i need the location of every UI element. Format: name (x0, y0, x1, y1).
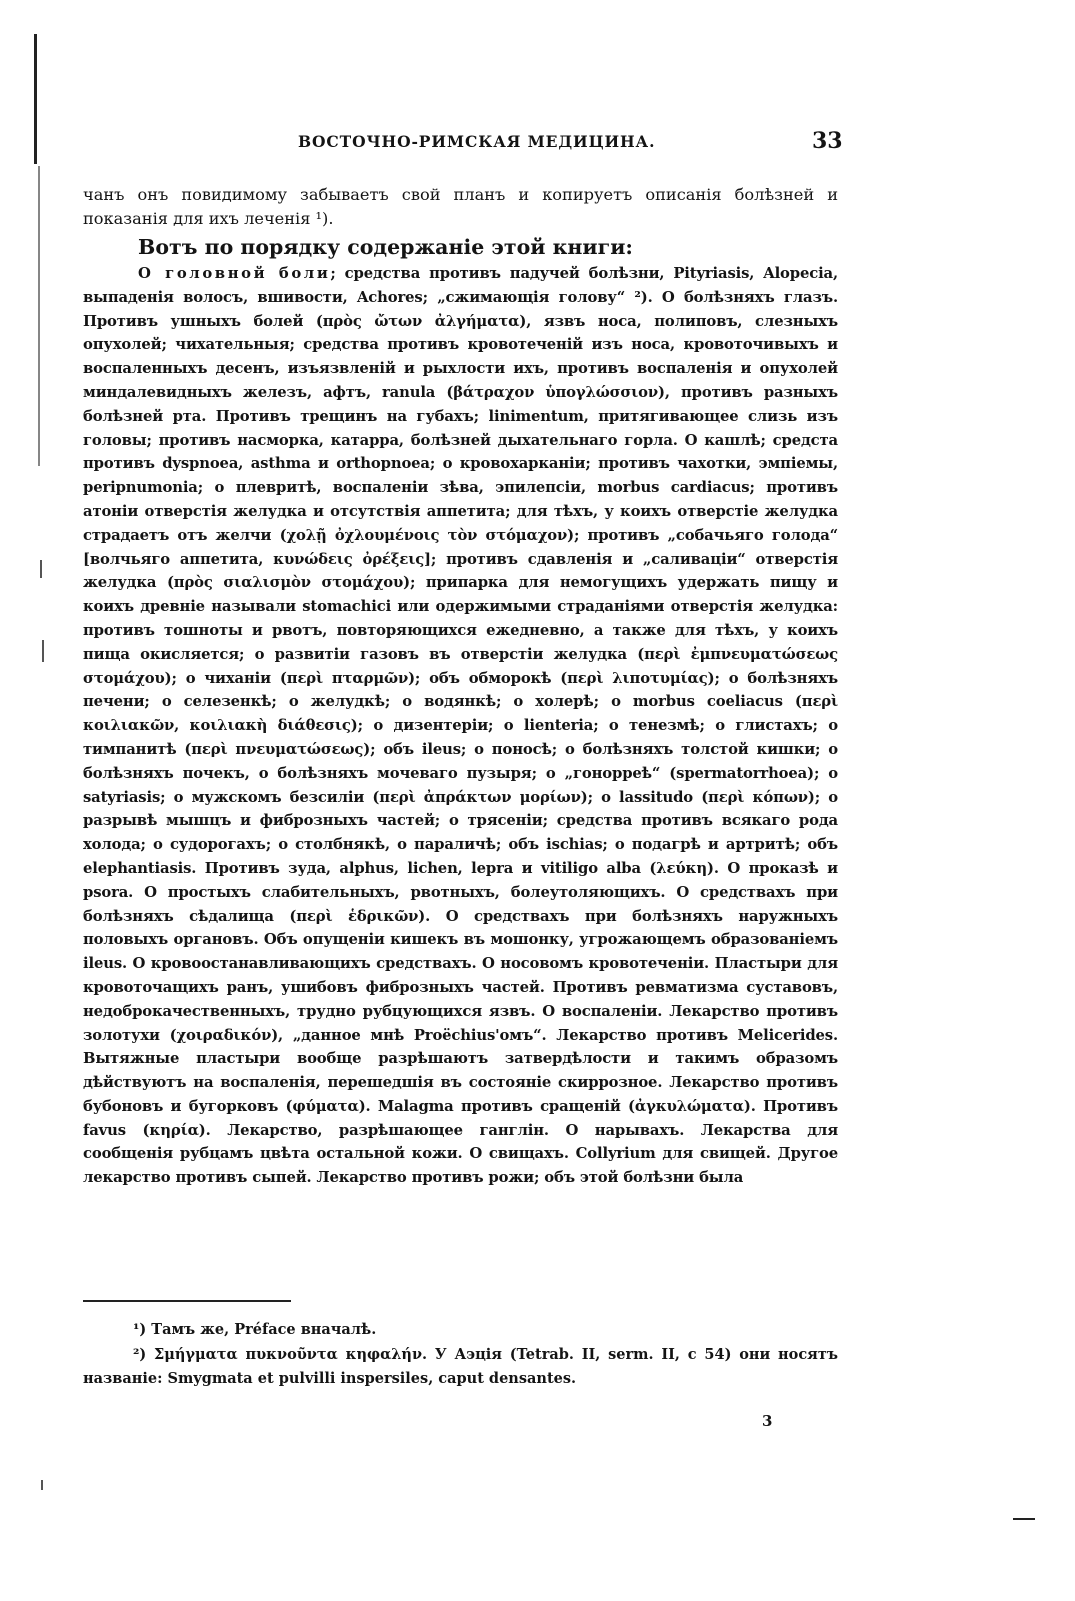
corner-mark (1013, 1518, 1035, 1520)
intro-paragraph: чанъ онъ повидимому забываетъ свой планъ и копируетъ описанія болѣзней и показанія для ихъ леченія ¹). (83, 185, 838, 228)
edge-speck (42, 640, 44, 662)
footnote-number: ¹) (133, 1321, 147, 1338)
edge-speck (41, 1480, 43, 1490)
page-number: 33 (812, 128, 843, 154)
page-header (0, 130, 1075, 160)
edge-speck (40, 560, 42, 578)
footnote (83, 1343, 838, 1392)
contents-text: ; средства противъ падучей болѣзни, Pityriasis, Alopecia, выпаденія волосъ, вшивости, Achores; „сжимающія голову“ ²). О болѣзняхъ глазъ. Противъ ушныхъ болей (πρὸς ὤτων ἀλγήματα), язвъ носа, полиповъ, слезныхъ опухолей; чихательныя; средства противъ кровотеченій изъ носа, кровоточивыхъ и воспаленныхъ десенъ, изъязвленій и рыхлости ихъ, противъ воспаленія и опухолей миндалевидныхъ железъ, афтъ, ranula (βάτραχον ὑπογλώσσιον), противъ разныхъ болѣзней рта. Противъ трещинъ на губахъ; linimentum, притягивающее слизь изъ головы; противъ насморка, катарра, болѣзней дыхательнаго горла. О кашлѣ; средста противъ dyspnoea, asthma и orthopnoea; о кровохарканіи; противъ чахотки, эмпіемы, peripnumonia; о плевритѣ, воспаленіи зѣва, эпилепсіи, morbus cardiacus; противъ атоніи отверстія желудка и отсутствія аппетита; для тѣхъ, у коихъ отверстіе желудка страдаетъ отъ желчи (χολῇ ὀχλουμένοις τὸν στόμαχον); противъ „собачьяго голода“ [волчьяго аппетита, κυνώδεις ὀρέξεις]; противъ сдавленія и „саливаціи“ отверстія желудка (πρὸς σιαλισμὸν στομάχου); припарка для немогущихъ удержать пищу и коихъ древніе называли stomachici или одержимыми страданіями отверстія желудка: противъ тошноты и рвотъ, повторяющихся ежедневно, а также для тѣхъ, у коихъ пища окисляется; о развитіи газовъ въ отверстіи желудка (περὶ ἐμπνευματώσεως στομάχου); о чиханіи (περὶ πταρμῶν); объ обморокѣ (περὶ λιποτυμίας); о болѣзняхъ печени; о селезенкѣ; о желудкѣ; о водянкѣ; о холерѣ; о morbus coeliacus (περὶ κοιλιακῶν, κοιλιακὴ διάθεσις); о дизентеріи; о lienteria; о тенезмѣ; о глистахъ; о тимпанитѣ (περὶ πνευματώσεως); объ ileus; о поносѣ; о болѣзняхъ толстой кишки; о болѣзняхъ почекъ, о болѣзняхъ мочеваго пузыря; о „гонорреѣ“ (spermatorrhoea); о satyriasis; о мужскомъ безсиліи (περὶ ἀπράκτων μορίων); о lassitudo (περὶ κόπων); о разрывѣ мышцъ и фиброзныхъ частей; о трясеніи; средства противъ всякаго рода холода; о судорогахъ; о столбнякѣ, о параличѣ; объ ischias; о подагрѣ и артритѣ; объ elephantiasis. Противъ зуда, alphus, lichen, lepra и vitiligo alba (λεύκη). О проказѣ и psora. О простыхъ слабительныхъ, рвотныхъ, болеутоляющихъ. О средствахъ при болѣзняхъ сѣдалища (περὶ ἑδρικῶν). О средствахъ при болѣзняхъ наружныхъ половыхъ органовъ. Объ опущеніи кишекъ въ мошонку, угрожающемъ образованіемъ ileus. О кровоостанавливающихъ средствахъ. О носовомъ кровотеченіи. Пластыри для кровоточащихъ ранъ, ушибовъ фиброзныхъ частей. Противъ ревматизма суставовъ, недоброкачественныхъ, трудно рубцующихся язвъ. О воспаленіи. Лекарство противъ золотухи (χοιραδικόν), „данное мнѣ Proëchius'омъ“. Лекарство противъ Meliceridеs. Вытяжные пластыри вообще разрѣшаютъ затвердѣлости и такимъ образомъ дѣйствуютъ на воспаленія, перешедшія въ состояніе скиррозное. Лекарство противъ бубоновъ и бугорковъ (φύματα). Malagma противъ сращеній (ἀγκυλώματα). Противъ favus (κηρία). Лекарство, разрѣшающее ганглін. О нарывахъ. Лекарства для сообщенія рубцамъ цвѣта остальной кожи. О свищахъ. Collyrium для свищей. Другое лекарство противъ сыпей. Лекарство противъ рожи; объ этой болѣзни была (83, 265, 838, 1187)
footnotes (83, 1318, 838, 1392)
contents-paragraph (83, 262, 838, 1190)
running-title: ВОСТОЧНО-РИМСКАЯ МЕДИЦИНА. (298, 132, 656, 151)
spaced-heading: О головной боли (138, 265, 331, 282)
signature-mark: 3 (762, 1412, 773, 1430)
binding-edge-line-faint (38, 166, 40, 466)
footnote-rule (83, 1300, 291, 1302)
footnote-number: ²) (133, 1345, 147, 1363)
footnote-text: Σμήγματα πυκνοῦντα κηφαλήν. У Аэція (Tetrab. II, serm. II, с 54) они носятъ названіе: Smygmata et pulvilli inspersiles, caput densantes. (83, 1345, 838, 1387)
footnote-text: Тамъ же, Préface вначалѣ. (151, 1321, 377, 1338)
body-text (83, 183, 838, 1190)
contents-lead: Вотъ по порядку содержаніе этой книги: (138, 235, 633, 259)
footnote (83, 1318, 838, 1343)
